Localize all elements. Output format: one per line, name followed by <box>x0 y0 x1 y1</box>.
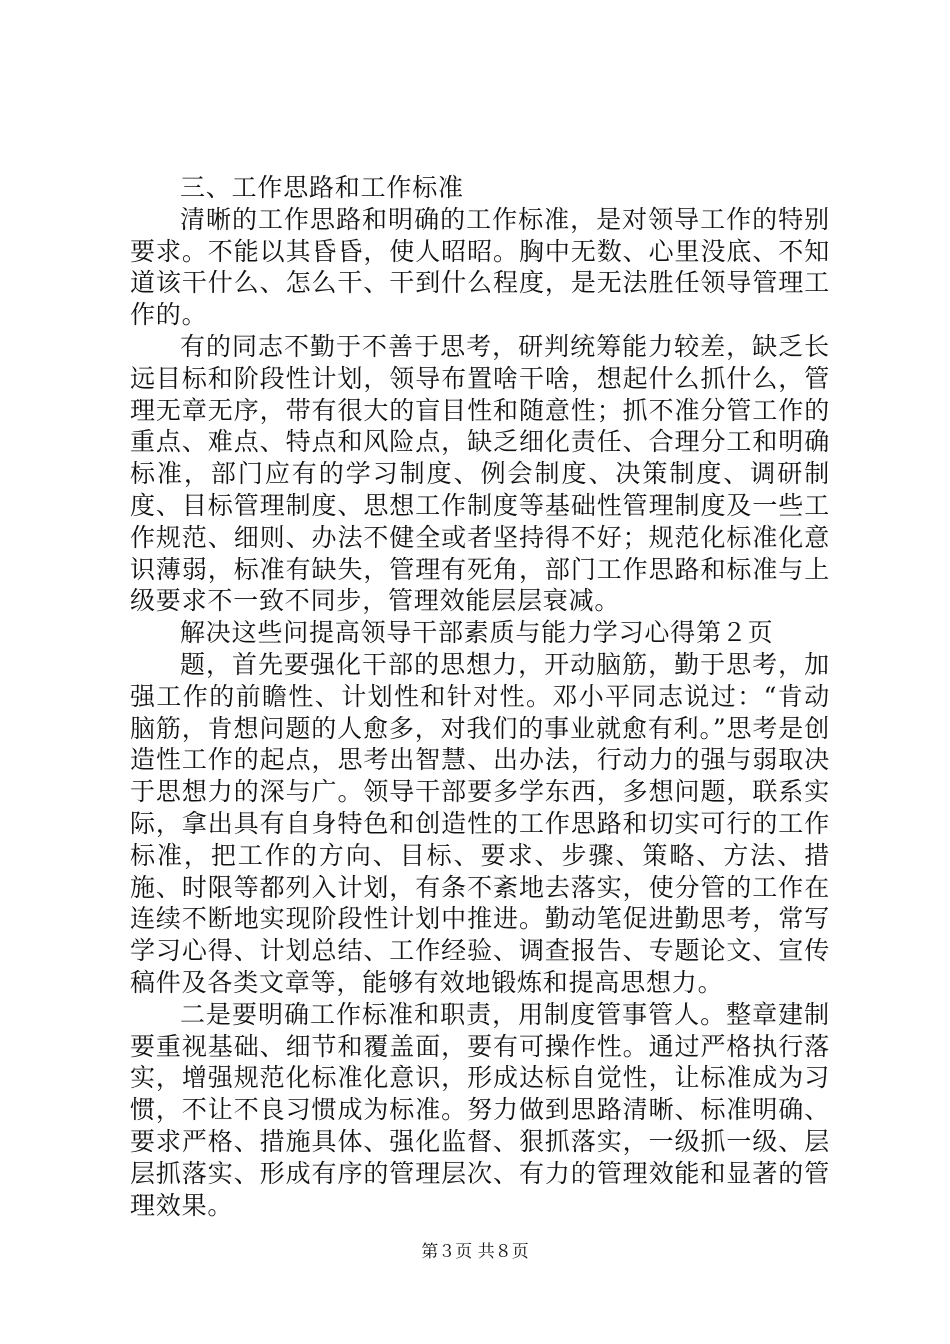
paragraph-3: 解决这些问提高领导干部素质与能力学习心得第２页 <box>180 618 774 648</box>
paragraph-2: 有的同志不勤于不善于思考，研判统筹能力较差，缺乏长远目标和阶段性计划，领导布置啥干啥，想起什么抓什么，管理无章无序，带有很大的盲目性和随意性；抓不准分管工作的重点、难点、特点和风险点，缺乏细化责任、合理分工和明确标准，部门应有的学习制度、例会制度、决策制度、调研制度、目标管理制度、思想工作制度等基础性管理制度及一些工作规范、细则、办法不健全或者坚持得不好；规范化标准化意识薄弱，标准有缺失，管理有死角，部门工作思路和标准与上级要求不一致不同步，管理效能层层衰减。 <box>130 331 830 616</box>
paragraph-5: 二是要明确工作标准和职责，用制度管事管人。整章建制要重视基础、细节和覆盖面，要有可操作性。通过严格执行落实，增强规范化标准化意识，形成达标自觉性，让标准成为习惯，不让不良习惯成为标准。努力做到思路清晰、标准明确、要求严格、措施具体、强化监督、狠抓落实，一级抓一级、层层抓落实、形成有序的管理层次、有力的管理效能和显著的管理效果。 <box>130 999 830 1220</box>
paragraph-4: 题，首先要强化干部的思想力，开动脑筋，勤于思考，加强工作的前瞻性、计划性和针对性。邓小平同志说过：“肯动脑筋，肯想问题的人愈多，对我们的事业就愈有利。”思考是创造性工作的起点，思考出智慧、出办法，行动力的强与弱取决于思想力的深与广。领导干部要多学东西，多想问题，联系实际，拿出具有自身特色和创造性的工作思路和切实可行的工作标准，把工作的方向、目标、要求、步骤、策略、方法、措施、时限等都列入计划，有条不紊地去落实，使分管的工作在连续不断地实现阶段性计划中推进。勤动笔促进勤思考，常写学习心得、计划总结、工作经验、调查报告、专题论文、宣传稿件及各类文章等，能够有效地锻炼和提高思想力。 <box>130 649 830 997</box>
paragraph-1: 清晰的工作思路和明确的工作标准，是对领导工作的特别要求。不能以其昏昏，使人昭昭。胸中无数、心里没底、不知道该干什么、怎么干、干到什么程度，是无法胜任领导管理工作的。 <box>130 204 830 330</box>
document-body <box>130 172 830 1221</box>
section-heading: 三、工作思路和工作标准 <box>180 173 464 202</box>
page-footer: 第３页 共８页 <box>421 1242 529 1262</box>
